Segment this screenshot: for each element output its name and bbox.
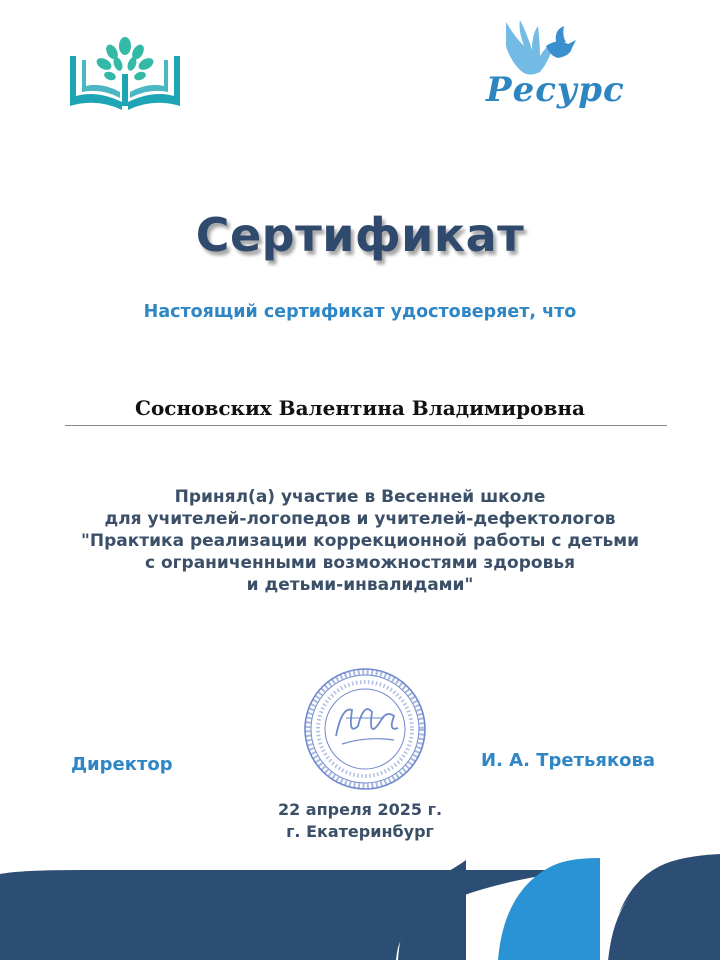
- name-underline: [65, 425, 667, 426]
- signature-role: Директор: [71, 754, 173, 775]
- certificate-intro: Настоящий сертификат удостоверяет, что: [143, 302, 577, 322]
- footer-decoration: [0, 840, 720, 960]
- tree-book-logo-icon: [62, 36, 188, 118]
- certificate-body: [0, 486, 720, 596]
- signature-name: И. А. Третьякова: [481, 750, 656, 771]
- issue-date: 22 апреля 2025 г.: [277, 800, 443, 819]
- body-line: для учителей-логопедов и учителей-дефектологов: [104, 509, 616, 529]
- body-line: и детьми-инвалидами": [246, 575, 474, 595]
- logo-brand-text: Ресурс: [486, 70, 625, 110]
- seal-stamp-icon: [302, 666, 428, 792]
- certificate-title: Сертификат: [195, 208, 525, 262]
- issue-city: г. Екатеринбург: [286, 822, 434, 841]
- recipient-name: Сосновских Валентина Владимировна: [135, 396, 585, 420]
- body-line: с ограниченными возможностями здоровья: [144, 553, 575, 573]
- body-line: "Практика реализации коррекционной работы с детьми: [81, 531, 639, 551]
- body-line: Принял(а) участие в Весенней школе: [174, 487, 546, 507]
